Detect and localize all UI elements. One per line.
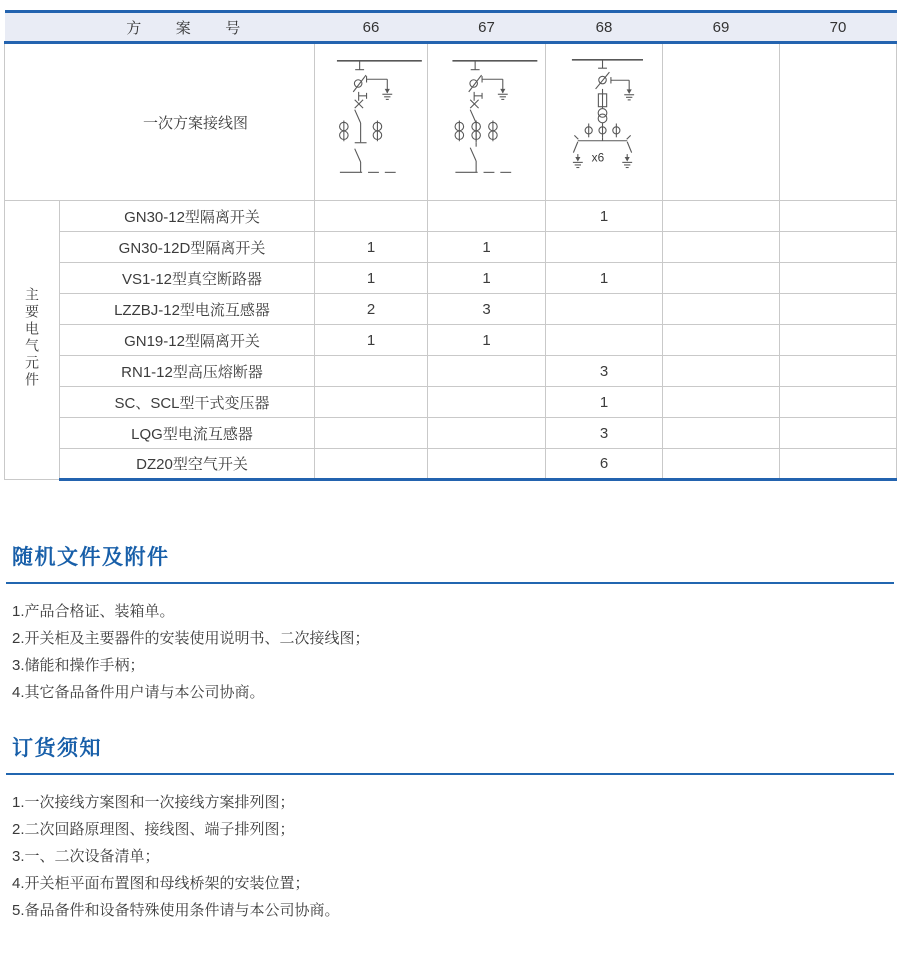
blue-rule	[6, 773, 894, 775]
qty-cell: 1	[546, 387, 663, 418]
qty-cell: 6	[546, 449, 663, 480]
qty-cell	[780, 263, 897, 294]
table-row	[5, 201, 897, 232]
table-row	[5, 418, 897, 449]
qty-cell: 1	[428, 232, 546, 263]
qty-cell	[428, 449, 546, 480]
list-item: 2.开关柜及主要器件的安装使用说明书、二次接线图；	[12, 630, 370, 647]
qty-cell	[663, 449, 780, 480]
qty-cell: 1	[428, 263, 546, 294]
qty-cell	[780, 418, 897, 449]
list-item: 1.产品合格证、装箱单。	[12, 603, 175, 620]
scheme-no-label: 方案号	[126, 19, 275, 37]
list-item: 2.二次回路原理图、接线图、端子排列图；	[12, 821, 295, 838]
qty-cell	[663, 418, 780, 449]
qty-cell: 3	[546, 418, 663, 449]
qty-cell	[780, 449, 897, 480]
qty-cell	[780, 232, 897, 263]
diagram-cell-69	[663, 43, 780, 201]
qty-cell	[428, 387, 546, 418]
diagram-cell-67	[428, 43, 546, 201]
list-item: 5.备品备件和设备特殊使用条件请与本公司协商。	[12, 902, 340, 919]
circuit-diagram-67	[428, 44, 545, 200]
qty-cell: 3	[428, 294, 546, 325]
list-item: 3.储能和操作手柄；	[12, 657, 145, 674]
qty-cell: 1	[315, 325, 428, 356]
scheme-number-70: 70	[780, 12, 897, 43]
list-item: 4.开关柜平面布置图和母线桥架的安装位置；	[12, 875, 310, 892]
scheme-number-67: 67	[428, 12, 546, 43]
table-row	[5, 356, 897, 387]
x6-multiplier-label: x6	[591, 150, 605, 165]
qty-cell	[428, 201, 546, 232]
circuit-diagram-68	[546, 44, 662, 200]
table-row	[5, 263, 897, 294]
qty-cell	[315, 418, 428, 449]
side-label: 主要电气元件	[24, 287, 40, 389]
qty-cell: 1	[428, 325, 546, 356]
table-row	[5, 325, 897, 356]
table-row	[5, 387, 897, 418]
component-name: GN30-12D型隔离开关	[60, 232, 315, 263]
component-name: SC、SCL型干式变压器	[60, 387, 315, 418]
component-name: RN1-12型高压熔断器	[60, 356, 315, 387]
table-row	[5, 449, 897, 480]
qty-cell	[315, 387, 428, 418]
qty-cell: 1	[315, 232, 428, 263]
scheme-number-68: 68	[546, 12, 663, 43]
qty-cell	[315, 449, 428, 480]
component-name: DZ20型空气开关	[60, 449, 315, 480]
component-name: GN19-12型隔离开关	[60, 325, 315, 356]
list-item: 4.其它备品备件用户请与本公司协商。	[12, 684, 265, 701]
qty-cell: 3	[546, 356, 663, 387]
qty-cell	[315, 201, 428, 232]
blue-rule	[6, 582, 894, 584]
scheme-no-label-cell	[5, 12, 315, 43]
qty-cell: 2	[315, 294, 428, 325]
qty-cell	[315, 356, 428, 387]
qty-cell	[663, 356, 780, 387]
section-title-accessories: 随机文件及附件	[12, 546, 170, 569]
diagram-cell-66	[315, 43, 428, 201]
qty-cell	[780, 356, 897, 387]
scheme-number-66: 66	[315, 12, 428, 43]
component-name: GN30-12型隔离开关	[60, 201, 315, 232]
qty-cell	[780, 294, 897, 325]
list-item: 3.一、二次设备清单；	[12, 848, 160, 865]
qty-cell	[663, 294, 780, 325]
diagram-row-label: 一次方案接线图	[5, 43, 315, 201]
qty-cell	[780, 201, 897, 232]
table-row	[5, 232, 897, 263]
qty-cell	[546, 325, 663, 356]
diagram-cell-68	[546, 43, 663, 201]
qty-cell: 1	[315, 263, 428, 294]
qty-cell: 1	[546, 263, 663, 294]
circuit-diagram-66	[315, 44, 427, 200]
list-item: 1.一次接线方案图和一次接线方案排列图；	[12, 794, 295, 811]
qty-cell	[663, 201, 780, 232]
qty-cell	[663, 387, 780, 418]
qty-cell	[663, 232, 780, 263]
qty-cell	[780, 325, 897, 356]
qty-cell	[780, 387, 897, 418]
section-ordering	[0, 736, 900, 924]
component-name: LQG型电流互感器	[60, 418, 315, 449]
catalog-page	[0, 10, 900, 955]
scheme-header-row	[5, 12, 897, 43]
diagram-cell-70	[780, 43, 897, 201]
component-name: VS1-12型真空断路器	[60, 263, 315, 294]
table-row	[5, 294, 897, 325]
qty-cell	[428, 418, 546, 449]
side-label-cell	[5, 201, 60, 480]
qty-cell	[663, 325, 780, 356]
qty-cell	[546, 232, 663, 263]
section-accessories	[0, 545, 900, 706]
qty-cell	[428, 356, 546, 387]
scheme-number-69: 69	[663, 12, 780, 43]
scheme-table	[4, 10, 897, 481]
component-name: LZZBJ-12型电流互感器	[60, 294, 315, 325]
qty-cell	[663, 263, 780, 294]
diagram-row	[5, 43, 897, 201]
qty-cell	[546, 294, 663, 325]
section-title-ordering: 订货须知	[12, 737, 102, 760]
qty-cell: 1	[546, 201, 663, 232]
